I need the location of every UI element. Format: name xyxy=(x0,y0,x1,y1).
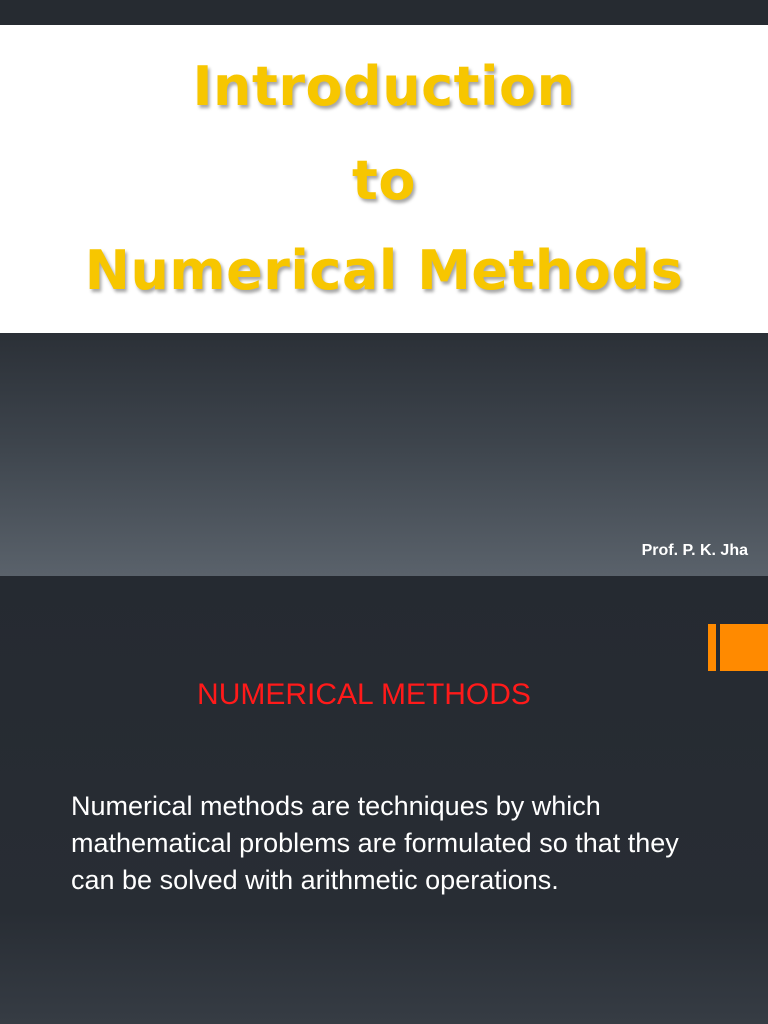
accent-bar-thin xyxy=(708,624,716,671)
title-line-2: to xyxy=(352,149,416,212)
slide-body-text: Numerical methods are techniques by which mathematical problems are formulated so that they can be solved with arithmetic operations. xyxy=(71,791,679,895)
subtitle-area xyxy=(0,333,768,576)
title-line-3: Numerical Methods xyxy=(84,239,684,302)
title-box xyxy=(0,25,768,333)
accent-bar-thick xyxy=(720,624,768,671)
title-line-1: Introduction xyxy=(192,55,576,118)
author-name: Prof. P. K. Jha xyxy=(641,542,748,559)
content-slide xyxy=(0,576,768,1024)
top-strip xyxy=(0,0,768,25)
slide-heading: NUMERICAL METHODS xyxy=(197,678,531,711)
